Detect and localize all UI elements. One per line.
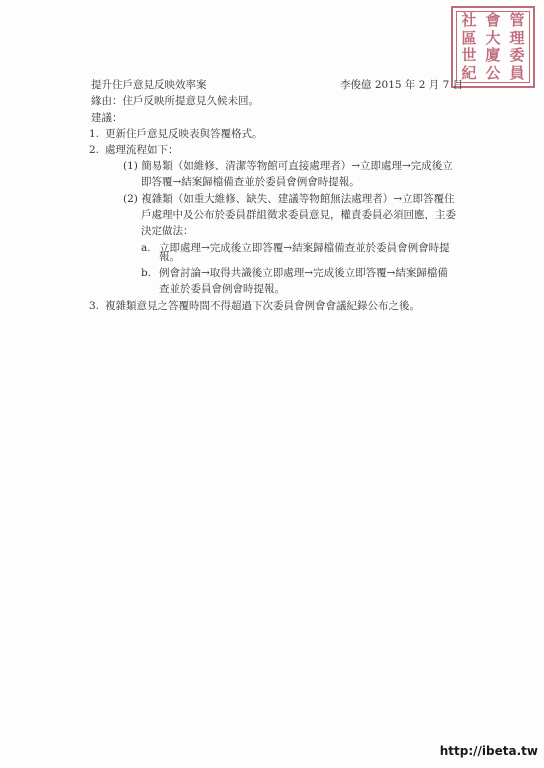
list-item-text: 複雜類意見之答覆時間不得超過下次委員會例會會議紀錄公布之後。 [105,300,420,312]
option-b-text: 例會討論→取得共識後立即處理→完成後立即答覆→結案歸檔備 [159,267,448,279]
seal-character: 員 [509,63,525,82]
seal-character: 公 [485,63,501,82]
option-a-text: 立即處理→完成後立即答覆→結案歸檔備查並於委員會例會時提 [159,242,450,254]
seal-grid [456,11,530,83]
seal-character: 委 [509,46,525,65]
seal-character: 世 [461,46,477,65]
seal-character: 管 [509,11,525,30]
seal-character: 社 [461,11,477,30]
red-seal-stamp [451,6,535,88]
seal-character: 廈 [485,46,501,65]
complex-category-line-2: 戶處理中及公布於委員群組徵求委員意見，權責委員必須回應，主委 [141,209,456,221]
list-item-3 [89,301,420,312]
list-item-2 [89,145,179,156]
option-b-line-2: 查並於委員會例會時提報。 [159,283,285,295]
list-item-number: 2. [89,144,100,156]
seal-character: 紀 [461,63,477,82]
list-item-text: 處理流程如下： [105,144,179,156]
option-a-line-2: 報。 [159,251,180,263]
document-title: 提升住戶意見反映效率案 [91,79,207,91]
option-a-line-1 [141,243,450,254]
list-item-1 [89,129,263,140]
option-b-line-1 [141,268,448,279]
watermark-url: http://ibeta.tw [439,744,538,758]
simple-category-line-1: (1) 簡易類（如維修、清潔等物館可直接處理者）→立即處理→完成後立 [123,160,453,172]
advice-label: 建議： [91,112,123,124]
reason-line: 緣由：住戶反映所提意見久候未回。 [91,95,259,107]
option-a-number: a. [141,242,151,254]
author-date: 李俊億 2015 年 2 月 7 日 [340,79,464,91]
complex-category-line-3: 決定做法： [141,225,194,237]
seal-character: 大 [485,28,501,47]
seal-character: 理 [509,28,525,47]
list-item-text: 更新住戶意見反映表與答覆格式。 [105,128,263,140]
simple-category-line-2: 即答覆→結案歸檔備查並於委員會例會時提報。 [141,176,360,188]
seal-character: 會 [485,11,501,30]
complex-category-line-1: (2) 複雜類（如重大維修、缺失、建議等物館無法處理者）→立即答覆住 [123,193,455,205]
seal-character: 區 [461,28,477,47]
option-b-number: b. [141,267,152,279]
list-item-number: 1. [89,128,100,140]
list-item-number: 3. [89,300,100,312]
